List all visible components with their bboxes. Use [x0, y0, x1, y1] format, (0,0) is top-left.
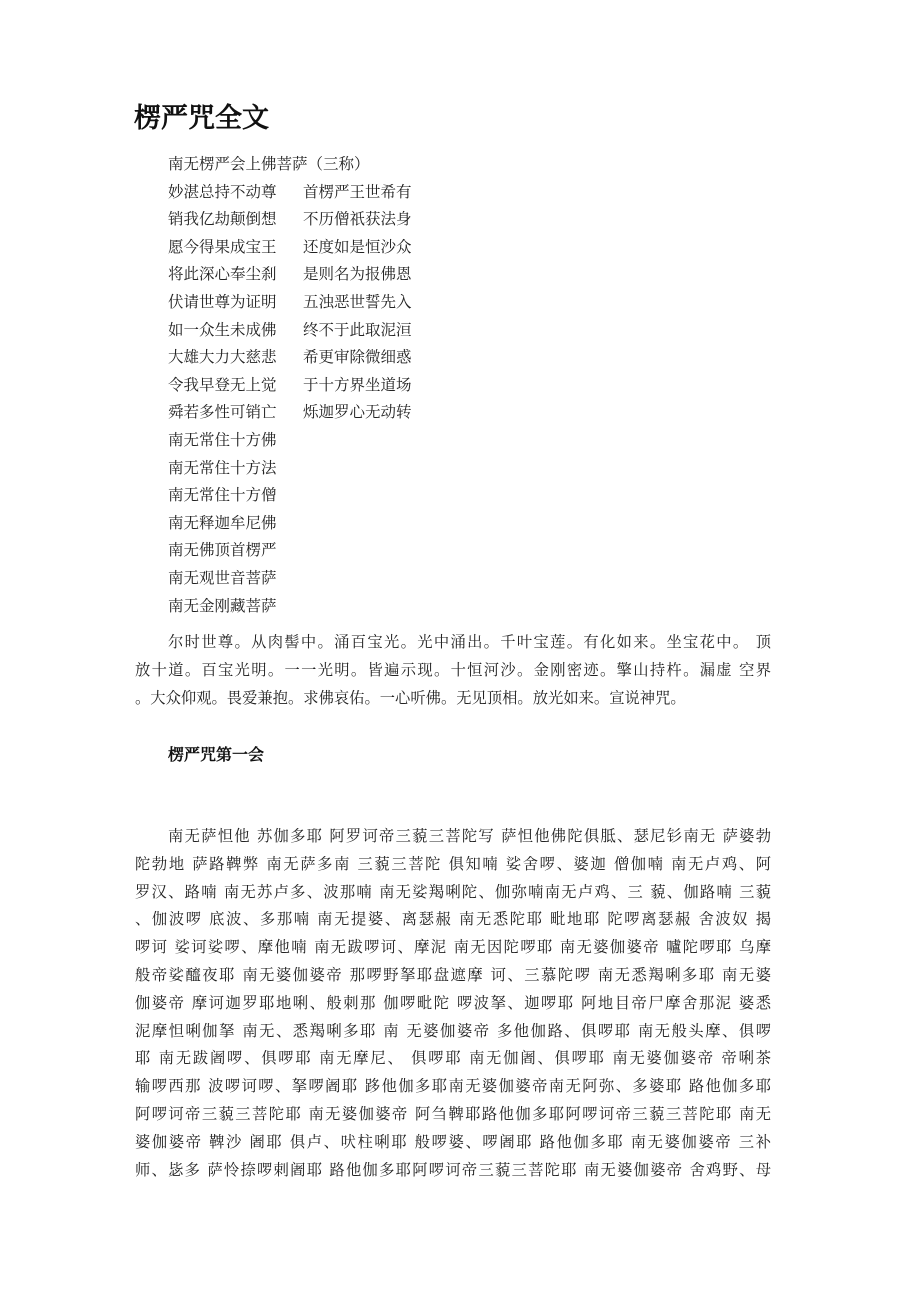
homage-line: 南无释迦牟尼佛 [168, 513, 277, 532]
verse-right: 烁迦罗心无动转 [303, 403, 412, 422]
verse-left: 妙湛总持不动尊 [168, 182, 277, 201]
mantra-line: 输啰西那 波啰诃啰、拏啰阇耶 跢他伽多耶南无婆伽婆帝南无阿弥、多婆耶 路他伽多耶 [135, 1077, 771, 1096]
verse-right: 终不于此取泥洹 [303, 320, 412, 339]
verse-left: 如一众生未成佛 [168, 320, 277, 339]
intro-line: 尔时世尊。从肉髻中。涌百宝光。光中涌出。千叶宝莲。有化如来。坐宝花中。 顶 [168, 633, 771, 651]
mantra-line: 、伽波啰 底波、多那喃 南无提婆、离瑟赧 南无悉陀耶 毗地耶 陀啰离瑟赧 舍波奴 揭 [135, 910, 771, 929]
mantra-line: 陀勃地 萨路鞞弊 南无萨多南 三藐三菩陀 俱知喃 娑舍啰、婆迦 僧伽喃 南无卢鸡、阿 [135, 854, 771, 873]
verse-right: 不历僧祇获法身 [303, 210, 412, 229]
verse-left: 令我早登无上觉 [168, 375, 277, 394]
verse-row [168, 292, 412, 312]
homage-line: 南无常住十方佛 [168, 431, 277, 449]
verse-row [168, 182, 412, 202]
verse-right: 是则名为报佛恩 [303, 265, 412, 284]
mantra-line: 泥摩怛唎伽拏 南无、悉羯唎多耶 南 无婆伽婆帝 多他伽路、俱啰耶 南无般头摩、俱啰 [135, 1021, 771, 1040]
verse-row [168, 402, 412, 422]
mantra-line: 南无萨怛他 苏伽多耶 阿罗诃帝三藐三菩陀写 萨怛他佛陀俱胝、瑟尼钐南无 萨婆勃 [168, 827, 771, 845]
mantra-line: 耶 南无跋阇啰、俱啰耶 南无摩尼、 俱啰耶 南无伽阇、俱啰耶 南无婆伽婆帝 帝唎茶 [135, 1049, 771, 1068]
homage-line: 南无常住十方僧 [168, 486, 277, 505]
homage-line: 南无观世音菩萨 [168, 569, 277, 587]
verse-row [168, 237, 412, 257]
verse-left: 将此深心奉尘刹 [168, 265, 277, 284]
mantra-line: 啰诃 娑诃娑啰、摩他喃 南无跋啰诃、摩泥 南无因陀啰耶 南无婆伽婆帝 嚧陀啰耶 乌摩 [135, 938, 771, 957]
verse-left: 愿今得果成宝王 [168, 237, 277, 256]
verse-left: 舜若多性可销亡 [168, 403, 277, 422]
mantra-line: 阿啰诃帝三藐三菩陀耶 南无婆伽婆帝 阿刍鞞耶路他伽多耶阿啰诃帝三藐三菩陀耶 南无 [135, 1105, 771, 1123]
mantra-line: 师、毖多 萨怜捺啰剌阇耶 路他伽多耶阿啰诃帝三藐三菩陀耶 南无婆伽婆帝 舍鸡野、母 [135, 1160, 771, 1179]
homage-line: 南无佛顶首楞严 [168, 541, 277, 560]
verse-row [168, 264, 412, 284]
mantra-line: 般帝娑醯夜耶 南无婆伽婆帝 那啰野拏耶盘遮摩 诃、三慕陀啰 南无悉羯唎多耶 南无婆 [135, 966, 771, 984]
page-title: 楞严咒全文 [134, 103, 269, 134]
verse-row [168, 320, 412, 340]
verse-right: 五浊恶世誓先入 [303, 293, 412, 311]
verse-left: 伏请世尊为证明 [168, 293, 277, 311]
invocation-line: 南无楞严会上佛菩萨（三称） [168, 155, 370, 173]
intro-line: 放十道。百宝光明。一一光明。皆遍示现。十恒河沙。金刚密迹。擎山持杵。漏虚 空界 [135, 661, 771, 679]
homage-line: 南无金刚藏菩萨 [168, 596, 277, 615]
verse-right: 于十方界坐道场 [303, 375, 412, 394]
intro-line: 。大众仰观。畏爱兼抱。求佛哀佑。一心听佛。无见顶相。放光如来。宣说神咒。 [135, 689, 686, 707]
homage-line: 南无常住十方法 [168, 458, 277, 477]
verse-row [168, 209, 412, 229]
verse-right: 希更审除微细惑 [303, 348, 412, 367]
verse-row [168, 347, 412, 367]
verse-left: 大雄大力大慈悲 [168, 348, 277, 367]
mantra-line: 伽婆帝 摩诃迦罗耶地唎、般刺那 伽啰毗陀 啰波拏、迦啰耶 阿地目帝尸摩舍那泥 婆悉 [135, 993, 771, 1012]
verse-right: 还度如是恒沙众 [303, 237, 412, 256]
verse-row [168, 375, 412, 395]
mantra-line: 罗汉、路喃 南无苏卢多、波那喃 南无娑羯唎陀、伽弥喃南无卢鸡、三 藐、伽路喃 三藐 [135, 882, 771, 901]
section-heading: 楞严咒第一会 [168, 745, 265, 764]
mantra-line: 婆伽婆帝 鞞沙 阇耶 俱卢、吠柱唎耶 般啰婆、啰阇耶 路他伽多耶 南无婆伽婆帝 三补 [135, 1132, 771, 1151]
verse-left: 销我亿劫颠倒想 [168, 210, 277, 229]
verse-right: 首楞严王世希有 [303, 182, 412, 201]
